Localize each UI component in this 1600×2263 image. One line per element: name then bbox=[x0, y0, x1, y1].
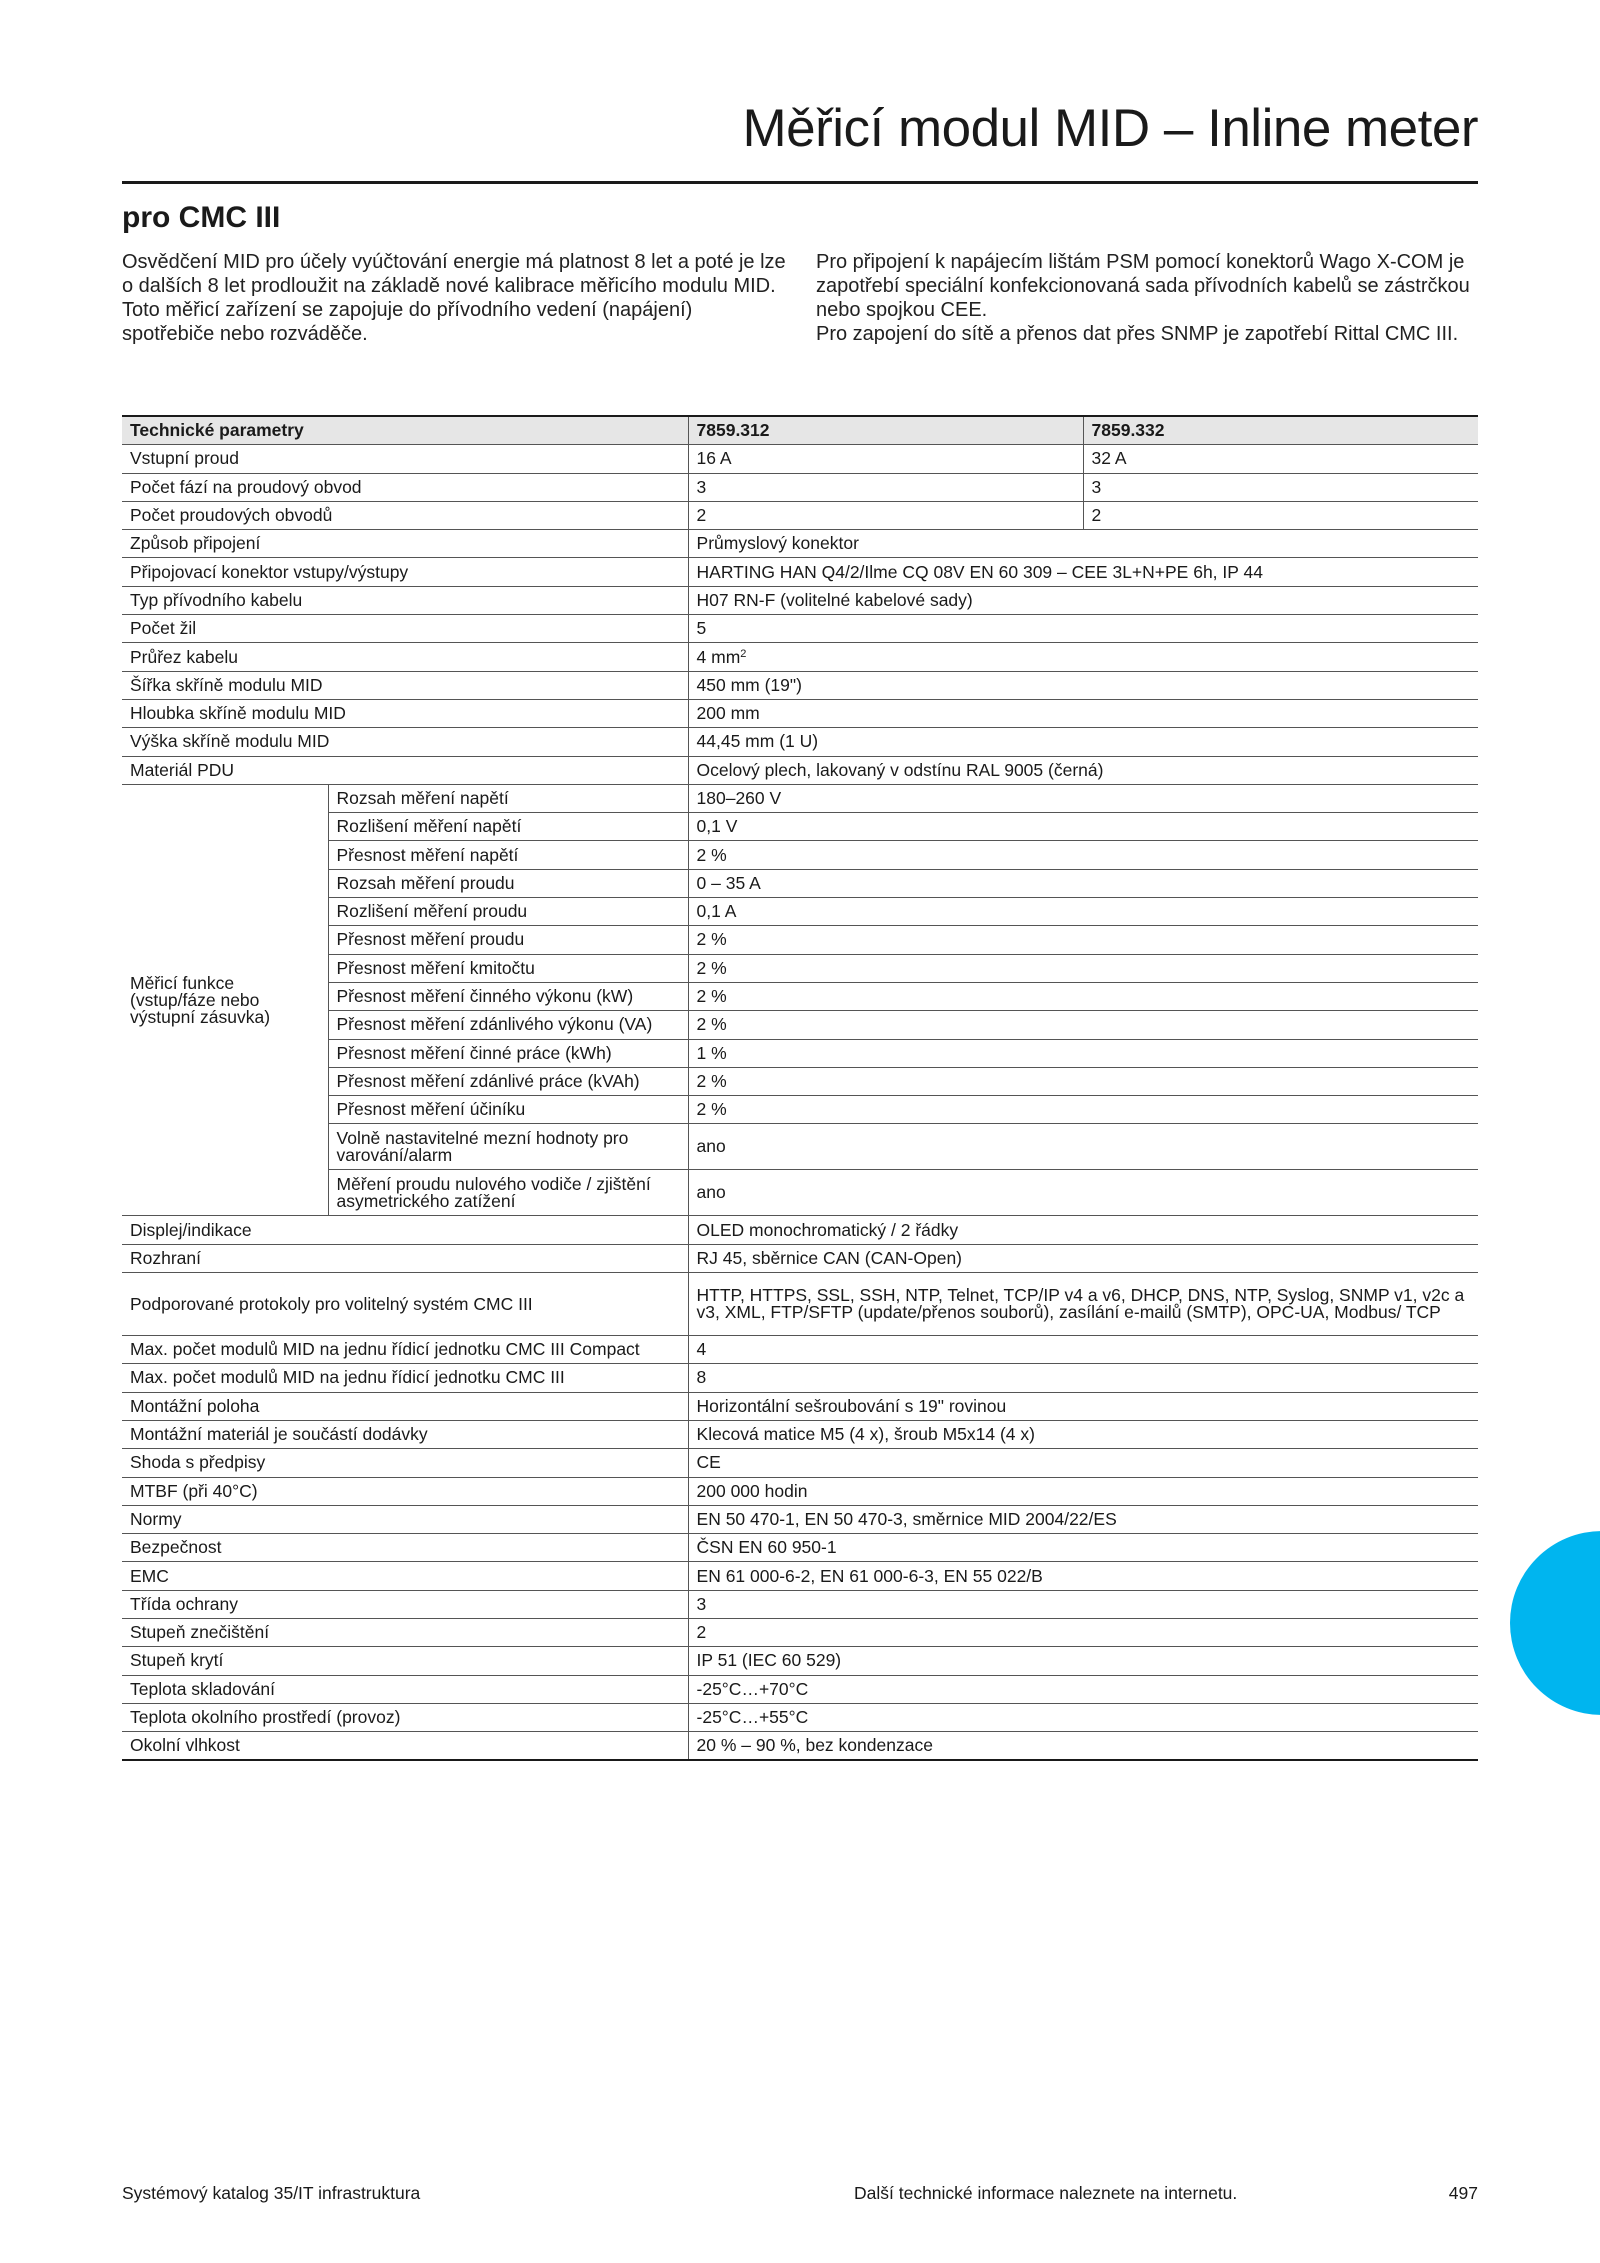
param-label: Max. počet modulů MID na jednu řídicí jednotku CMC III bbox=[122, 1364, 688, 1392]
superscript: 2 bbox=[740, 647, 747, 660]
param-label: Způsob připojení bbox=[122, 530, 688, 558]
table-row bbox=[122, 473, 1478, 501]
intro-right bbox=[816, 250, 1482, 346]
param-label: Displej/indikace bbox=[122, 1216, 688, 1244]
param-value-text: H07 RN-F (volitelné kabelové sady) bbox=[696, 589, 973, 610]
table-row bbox=[122, 1647, 1478, 1675]
measure-label: Rozsah měření proudu bbox=[328, 869, 688, 897]
table-row bbox=[122, 1420, 1478, 1448]
intro-right-text-1: Pro připojení k napájecím lištám PSM pomocí konektorů Wago X-COM je zapotřebí speciální konfekcionovaná sada přívodních kabelů se zástrčkou nebo spojkou CEE. bbox=[816, 251, 1470, 321]
param-label: Teplota skladování bbox=[122, 1675, 688, 1703]
param-value bbox=[688, 756, 1478, 784]
param-label: Normy bbox=[122, 1505, 688, 1533]
section-tab-marker bbox=[1510, 1531, 1600, 1715]
param-value: ČSN EN 60 950-1 bbox=[688, 1534, 1478, 1562]
param-label: Šířka skříně modulu MID bbox=[122, 671, 688, 699]
table-row bbox=[122, 1477, 1478, 1505]
param-value-text: Průmyslový konektor bbox=[696, 533, 859, 554]
param-value: IP 51 (IEC 60 529) bbox=[688, 1647, 1478, 1675]
table-row bbox=[122, 699, 1478, 727]
param-label: Typ přívodního kabelu bbox=[122, 586, 688, 614]
header-parameters: Technické parametry bbox=[122, 416, 688, 445]
param-value: HTTP, HTTPS, SSL, SSH, NTP, Telnet, TCP/IP v4 a v6, DHCP, DNS, NTP, Syslog, SNMP v1, v2c a v3, XML, FTP/SFTP (update/přenos souborů), zasílání e-mailů (SMTP), OPC-UA, Modbus/ TCP bbox=[688, 1273, 1478, 1336]
param-value: -25°C…+55°C bbox=[688, 1703, 1478, 1731]
measure-value: 2 % bbox=[688, 1096, 1478, 1124]
table-row bbox=[122, 671, 1478, 699]
measure-label: Přesnost měření napětí bbox=[328, 841, 688, 869]
spec-table-header bbox=[122, 416, 1478, 445]
param-label: Bezpečnost bbox=[122, 1534, 688, 1562]
param-label: Stupeň krytí bbox=[122, 1647, 688, 1675]
table-row bbox=[122, 1618, 1478, 1646]
page-subtitle: pro CMC III bbox=[122, 201, 281, 234]
param-value-7859-332: 2 bbox=[1083, 501, 1478, 529]
param-value: OLED monochromatický / 2 řádky bbox=[688, 1216, 1478, 1244]
param-value bbox=[688, 586, 1478, 614]
param-value-text: 5 bbox=[696, 618, 707, 639]
param-label: Rozhraní bbox=[122, 1244, 688, 1272]
measure-label: Měření proudu nulového vodiče / zjištění asymetrického zatížení bbox=[328, 1170, 688, 1216]
param-value bbox=[688, 699, 1478, 727]
table-row bbox=[122, 1562, 1478, 1590]
measure-label: Přesnost měření kmitočtu bbox=[328, 954, 688, 982]
table-row bbox=[122, 1364, 1478, 1392]
param-value: Klecová matice M5 (4 x), šroub M5x14 (4 x) bbox=[688, 1420, 1478, 1448]
measure-label: Rozsah měření napětí bbox=[328, 784, 688, 812]
table-row bbox=[122, 643, 1478, 671]
measure-value: 0,1 V bbox=[688, 813, 1478, 841]
param-value: 20 % – 90 %, bez kondenzace bbox=[688, 1732, 1478, 1761]
param-value-text: 200 mm bbox=[696, 703, 760, 724]
measure-value: ano bbox=[688, 1170, 1478, 1216]
param-label: Podporované protokoly pro volitelný systém CMC III bbox=[122, 1273, 688, 1336]
table-row bbox=[122, 1273, 1478, 1336]
table-row bbox=[122, 1336, 1478, 1364]
header-model-2: 7859.332 bbox=[1083, 416, 1478, 445]
param-value: EN 61 000-6-2, EN 61 000-6-3, EN 55 022/B bbox=[688, 1562, 1478, 1590]
table-row bbox=[122, 1392, 1478, 1420]
param-value: 2 bbox=[688, 1618, 1478, 1646]
measure-value: 1 % bbox=[688, 1039, 1478, 1067]
spec-table bbox=[122, 415, 1478, 1761]
measure-value: 0 – 35 A bbox=[688, 869, 1478, 897]
param-value-7859-332: 3 bbox=[1083, 473, 1478, 501]
table-row bbox=[122, 1703, 1478, 1731]
table-row bbox=[122, 445, 1478, 473]
table-row bbox=[122, 615, 1478, 643]
footer-catalog: Systémový katalog 35/IT infrastruktura bbox=[122, 2183, 421, 2203]
param-value bbox=[688, 615, 1478, 643]
table-row bbox=[122, 1534, 1478, 1562]
param-label: Počet fází na proudový obvod bbox=[122, 473, 688, 501]
table-row bbox=[122, 1675, 1478, 1703]
measure-value: 2 % bbox=[688, 954, 1478, 982]
param-label: Průřez kabelu bbox=[122, 643, 688, 671]
param-value bbox=[688, 558, 1478, 586]
param-value-text: Ocelový plech, lakovaný v odstínu RAL 9005 (černá) bbox=[696, 759, 1104, 780]
param-label: Okolní vlhkost bbox=[122, 1732, 688, 1761]
param-value: 4 bbox=[688, 1336, 1478, 1364]
param-value bbox=[688, 643, 1478, 671]
measure-value: 2 % bbox=[688, 982, 1478, 1010]
param-label: Počet žil bbox=[122, 615, 688, 643]
param-label: Max. počet modulů MID na jednu řídicí jednotku CMC III Compact bbox=[122, 1336, 688, 1364]
measure-value: ano bbox=[688, 1124, 1478, 1170]
param-value: 3 bbox=[688, 1590, 1478, 1618]
param-value: CE bbox=[688, 1449, 1478, 1477]
table-row bbox=[122, 586, 1478, 614]
param-label: EMC bbox=[122, 1562, 688, 1590]
param-value-7859-312: 2 bbox=[688, 501, 1083, 529]
measure-label: Přesnost měření činného výkonu (kW) bbox=[328, 982, 688, 1010]
param-label: Montážní poloha bbox=[122, 1392, 688, 1420]
measure-label: Rozlišení měření proudu bbox=[328, 898, 688, 926]
param-label: Výška skříně modulu MID bbox=[122, 728, 688, 756]
param-value: 200 000 hodin bbox=[688, 1477, 1478, 1505]
page-title: Měřicí modul MID – Inline meter bbox=[742, 99, 1478, 158]
table-row bbox=[122, 501, 1478, 529]
table-row bbox=[122, 1244, 1478, 1272]
measure-value: 0,1 A bbox=[688, 898, 1478, 926]
measure-value: 2 % bbox=[688, 926, 1478, 954]
param-label: Třída ochrany bbox=[122, 1590, 688, 1618]
intro-left bbox=[122, 250, 788, 346]
table-row bbox=[122, 728, 1478, 756]
param-label: Hloubka skříně modulu MID bbox=[122, 699, 688, 727]
param-value-text: 450 mm (19") bbox=[696, 674, 802, 695]
measure-label: Volně nastavitelné mezní hodnoty pro varování/alarm bbox=[328, 1124, 688, 1170]
param-label: Počet proudových obvodů bbox=[122, 501, 688, 529]
group-label-measuring-functions: Měřicí funkce (vstup/fáze nebo výstupní zásuvka) bbox=[122, 784, 328, 1216]
param-value bbox=[688, 530, 1478, 558]
param-label: Shoda s předpisy bbox=[122, 1449, 688, 1477]
param-value: Horizontální sešroubování s 19" rovinou bbox=[688, 1392, 1478, 1420]
param-value-7859-312: 3 bbox=[688, 473, 1083, 501]
table-row bbox=[122, 1449, 1478, 1477]
param-value-text: 44,45 mm (1 U) bbox=[696, 731, 819, 752]
param-value: 8 bbox=[688, 1364, 1478, 1392]
param-value: -25°C…+70°C bbox=[688, 1675, 1478, 1703]
param-value-7859-312: 16 A bbox=[688, 445, 1083, 473]
measure-label: Přesnost měření činné práce (kWh) bbox=[328, 1039, 688, 1067]
table-row bbox=[122, 756, 1478, 784]
intro-right-text-2: Pro zapojení do sítě a přenos dat přes SNMP je zapotřebí Rittal CMC III. bbox=[816, 323, 1459, 345]
param-value: RJ 45, sběrnice CAN (CAN-Open) bbox=[688, 1244, 1478, 1272]
param-value bbox=[688, 728, 1478, 756]
param-label: Montážní materiál je součástí dodávky bbox=[122, 1420, 688, 1448]
param-label: Materiál PDU bbox=[122, 756, 688, 784]
measure-value: 2 % bbox=[688, 841, 1478, 869]
param-value-7859-332: 32 A bbox=[1083, 445, 1478, 473]
table-row bbox=[122, 1732, 1478, 1761]
page-number: 497 bbox=[1448, 2183, 1478, 2203]
measure-value: 2 % bbox=[688, 1011, 1478, 1039]
measure-label: Přesnost měření zdánlivého výkonu (VA) bbox=[328, 1011, 688, 1039]
param-label: MTBF (při 40°C) bbox=[122, 1477, 688, 1505]
param-label: Teplota okolního prostředí (provoz) bbox=[122, 1703, 688, 1731]
footer-info: Další technické informace naleznete na internetu. bbox=[854, 2183, 1238, 2203]
measure-label: Přesnost měření proudu bbox=[328, 926, 688, 954]
spec-table-body bbox=[122, 445, 1478, 1761]
param-label: Vstupní proud bbox=[122, 445, 688, 473]
header-model-1: 7859.312 bbox=[688, 416, 1083, 445]
param-label: Připojovací konektor vstupy/výstupy bbox=[122, 558, 688, 586]
table-row bbox=[122, 784, 1478, 812]
param-label: Stupeň znečištění bbox=[122, 1618, 688, 1646]
table-row bbox=[122, 1505, 1478, 1533]
intro-left-text: Osvědčení MID pro účely vyúčtování energie má platnost 8 let a poté je lze o dalších 8 let prodloužit na základě nové kalibrace měřicího modulu MID. Toto měřicí zařízení se zapojuje do přívodního vedení (napájení) spotřebiče nebo rozváděče. bbox=[122, 251, 786, 345]
table-row bbox=[122, 530, 1478, 558]
measure-label: Přesnost měření účiníku bbox=[328, 1096, 688, 1124]
param-value-text: HARTING HAN Q4/2/Ilme CQ 08V EN 60 309 – CEE 3L+N+PE 6h, IP 44 bbox=[696, 561, 1263, 582]
measure-value: 2 % bbox=[688, 1067, 1478, 1095]
table-row bbox=[122, 1216, 1478, 1244]
measure-label: Rozlišení měření napětí bbox=[328, 813, 688, 841]
title-rule bbox=[122, 181, 1478, 184]
measure-label: Přesnost měření zdánlivé práce (kVAh) bbox=[328, 1067, 688, 1095]
param-value: EN 50 470-1, EN 50 470-3, směrnice MID 2004/22/ES bbox=[688, 1505, 1478, 1533]
measure-value: 180–260 V bbox=[688, 784, 1478, 812]
param-value bbox=[688, 671, 1478, 699]
table-row bbox=[122, 558, 1478, 586]
table-row bbox=[122, 1590, 1478, 1618]
param-value-text: 4 mm bbox=[696, 646, 741, 667]
